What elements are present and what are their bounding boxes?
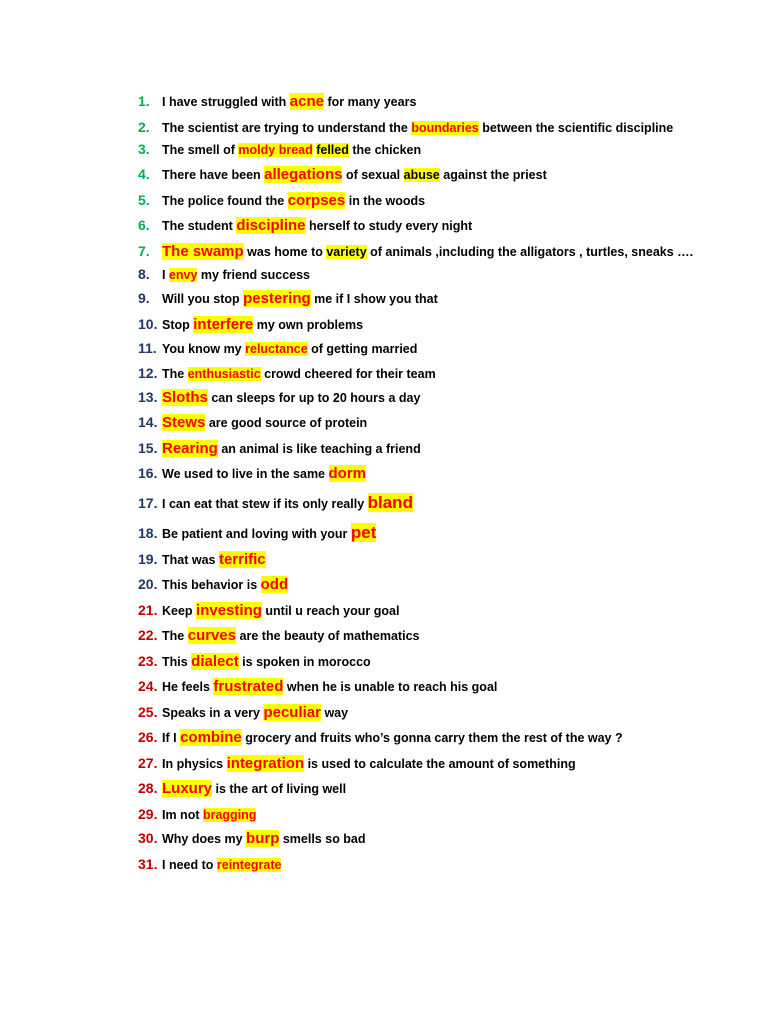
highlighted-word: odd xyxy=(260,576,289,594)
item-text: I can eat that stew if its only really bland xyxy=(162,492,413,512)
item-text: Why does my burp smells so bad xyxy=(162,830,366,848)
list-item xyxy=(138,652,698,672)
list-item xyxy=(138,703,698,723)
list-item xyxy=(138,315,698,335)
list-item xyxy=(138,728,698,748)
highlighted-word: interfere xyxy=(193,315,254,333)
highlighted-word: enthusiastic xyxy=(187,366,261,381)
highlighted-word: bland xyxy=(367,492,413,512)
list-item xyxy=(138,601,698,621)
item-number: 6. xyxy=(138,217,150,233)
highlighted-word: peculiar xyxy=(263,703,321,721)
item-text: Be patient and loving with your pet xyxy=(162,522,377,542)
highlighted-word: reintegrate xyxy=(216,857,282,872)
item-number: 25. xyxy=(138,703,158,720)
item-text: I need to reintegrate xyxy=(162,857,282,872)
item-text: Sloths can sleeps for up to 20 hours a day xyxy=(162,388,421,406)
item-number: 7. xyxy=(138,242,150,259)
item-text: In physics integration is used to calculate the amount of something xyxy=(162,754,576,772)
highlighted-word: Sloths xyxy=(162,388,208,406)
item-number: 12. xyxy=(138,364,158,381)
item-number: 1. xyxy=(138,93,150,109)
list-item xyxy=(138,265,698,283)
highlighted-word: allegations xyxy=(264,166,343,183)
item-text: We used to live in the same dorm xyxy=(162,465,366,483)
highlighted-word: Rearing xyxy=(162,439,218,457)
list-item xyxy=(138,140,698,158)
list-item xyxy=(138,575,698,595)
list-item xyxy=(138,550,698,570)
highlighted-word: curves xyxy=(187,627,237,645)
item-number: 17. xyxy=(138,494,158,511)
item-number: 19. xyxy=(138,550,158,567)
item-text: Rearing an animal is like teaching a friend xyxy=(162,439,421,457)
item-number: 26. xyxy=(138,729,158,746)
list-item xyxy=(138,492,698,514)
highlighted-word: burp xyxy=(246,830,280,848)
item-text: The enthusiastic crowd cheered for their team xyxy=(162,366,436,381)
item-text: The smell of moldy bread felled the chicken xyxy=(162,142,422,157)
item-text: If I combine grocery and fruits who’s gonna carry them the rest of the way ? xyxy=(162,729,623,747)
list-item xyxy=(138,165,698,185)
item-text: Will you stop pestering me if I show you that xyxy=(162,290,438,308)
item-number: 2. xyxy=(138,118,150,135)
item-text: This dialect is spoken in morocco xyxy=(162,652,371,670)
item-number: 16. xyxy=(138,465,158,482)
item-number: 5. xyxy=(138,191,150,208)
highlighted-word: pet xyxy=(350,522,377,542)
item-number: 28. xyxy=(138,780,158,797)
item-text: I envy my friend success xyxy=(162,268,311,282)
list-item xyxy=(138,242,698,262)
item-number: 9. xyxy=(138,290,150,307)
item-text: This behavior is odd xyxy=(162,576,289,594)
item-text: The curves are the beauty of mathematics xyxy=(162,627,420,645)
highlighted-word: The swamp xyxy=(162,242,244,260)
item-number: 15. xyxy=(138,439,158,456)
item-text: Stews are good source of protein xyxy=(162,414,368,432)
highlighted-word: Stews xyxy=(162,414,206,432)
item-text: That was terrific xyxy=(162,550,266,568)
list-item xyxy=(138,855,698,873)
highlighted-word: variety xyxy=(326,244,367,259)
item-text: He feels frustrated when he is unable to reach his goal xyxy=(162,678,498,696)
item-number: 10. xyxy=(138,315,158,332)
list-item xyxy=(138,191,698,211)
highlighted-word: envy xyxy=(168,268,198,282)
list-item xyxy=(138,805,698,823)
item-text: There have been allegations of sexual abuse against the priest xyxy=(162,166,547,183)
highlighted-word: dialect xyxy=(191,652,239,670)
item-text: The swamp was home to variety of animals ,including the alligators , turtles, sneaks …. xyxy=(162,242,694,260)
highlighted-word: boundaries xyxy=(411,120,479,135)
list-item xyxy=(138,289,698,309)
item-number: 13. xyxy=(138,388,158,405)
highlighted-word: combine xyxy=(180,729,242,747)
item-text: I have struggled with acne for many years xyxy=(162,93,417,110)
item-number: 23. xyxy=(138,652,158,669)
item-number: 3. xyxy=(138,140,150,157)
list-item xyxy=(138,118,698,136)
list-item xyxy=(138,754,698,774)
item-number: 4. xyxy=(138,166,150,182)
item-number: 22. xyxy=(138,627,158,644)
item-number: 18. xyxy=(138,524,158,541)
highlighted-word: acne xyxy=(289,93,324,110)
highlighted-word: corpses xyxy=(287,191,346,209)
highlighted-word: reluctance xyxy=(245,342,308,357)
item-text: The police found the corpses in the woods xyxy=(162,191,426,209)
item-number: 24. xyxy=(138,678,158,695)
list-item xyxy=(138,388,698,408)
list-item xyxy=(138,829,698,849)
list-item xyxy=(138,216,698,236)
item-number: 27. xyxy=(138,754,158,771)
highlighted-word: terrific xyxy=(218,550,266,568)
highlighted-word: abuse xyxy=(403,168,440,182)
item-text: Keep investing until u reach your goal xyxy=(162,601,400,619)
list-item xyxy=(138,779,698,799)
list-item xyxy=(138,464,698,484)
item-text: Im not bragging xyxy=(162,807,257,822)
vocabulary-list xyxy=(138,92,698,873)
item-number: 21. xyxy=(138,601,158,618)
item-number: 29. xyxy=(138,805,158,822)
highlighted-word: pestering xyxy=(243,290,311,308)
item-number: 30. xyxy=(138,830,158,847)
list-item xyxy=(138,339,698,357)
item-number: 31. xyxy=(138,855,158,872)
item-text: Speaks in a very peculiar way xyxy=(162,703,349,721)
highlighted-word: frustrated xyxy=(213,678,284,696)
item-number: 11. xyxy=(138,340,157,357)
list-item xyxy=(138,364,698,382)
item-number: 14. xyxy=(138,414,158,431)
list-item xyxy=(138,413,698,433)
item-text: Luxury is the art of living well xyxy=(162,780,347,798)
highlighted-word: bragging xyxy=(202,807,257,822)
item-number: 20. xyxy=(138,576,158,593)
list-item xyxy=(138,522,698,544)
highlighted-word: moldy bread xyxy=(238,142,313,157)
item-text: The scientist are trying to understand the boundaries between the scientific discipline xyxy=(162,120,674,135)
highlighted-word: felled xyxy=(316,142,349,157)
item-text: The student discipline herself to study every night xyxy=(162,217,473,234)
item-number: 8. xyxy=(138,266,150,282)
list-item xyxy=(138,626,698,646)
item-text: You know my reluctance of getting married xyxy=(162,342,418,357)
highlighted-word: integration xyxy=(226,754,305,772)
highlighted-word: investing xyxy=(196,601,262,619)
item-text: Stop interfere my own problems xyxy=(162,315,364,333)
list-item xyxy=(138,439,698,459)
highlighted-word: dorm xyxy=(328,465,366,483)
list-item xyxy=(138,92,698,112)
highlighted-word: discipline xyxy=(236,217,306,234)
list-item xyxy=(138,677,698,697)
highlighted-word: Luxury xyxy=(162,780,213,798)
